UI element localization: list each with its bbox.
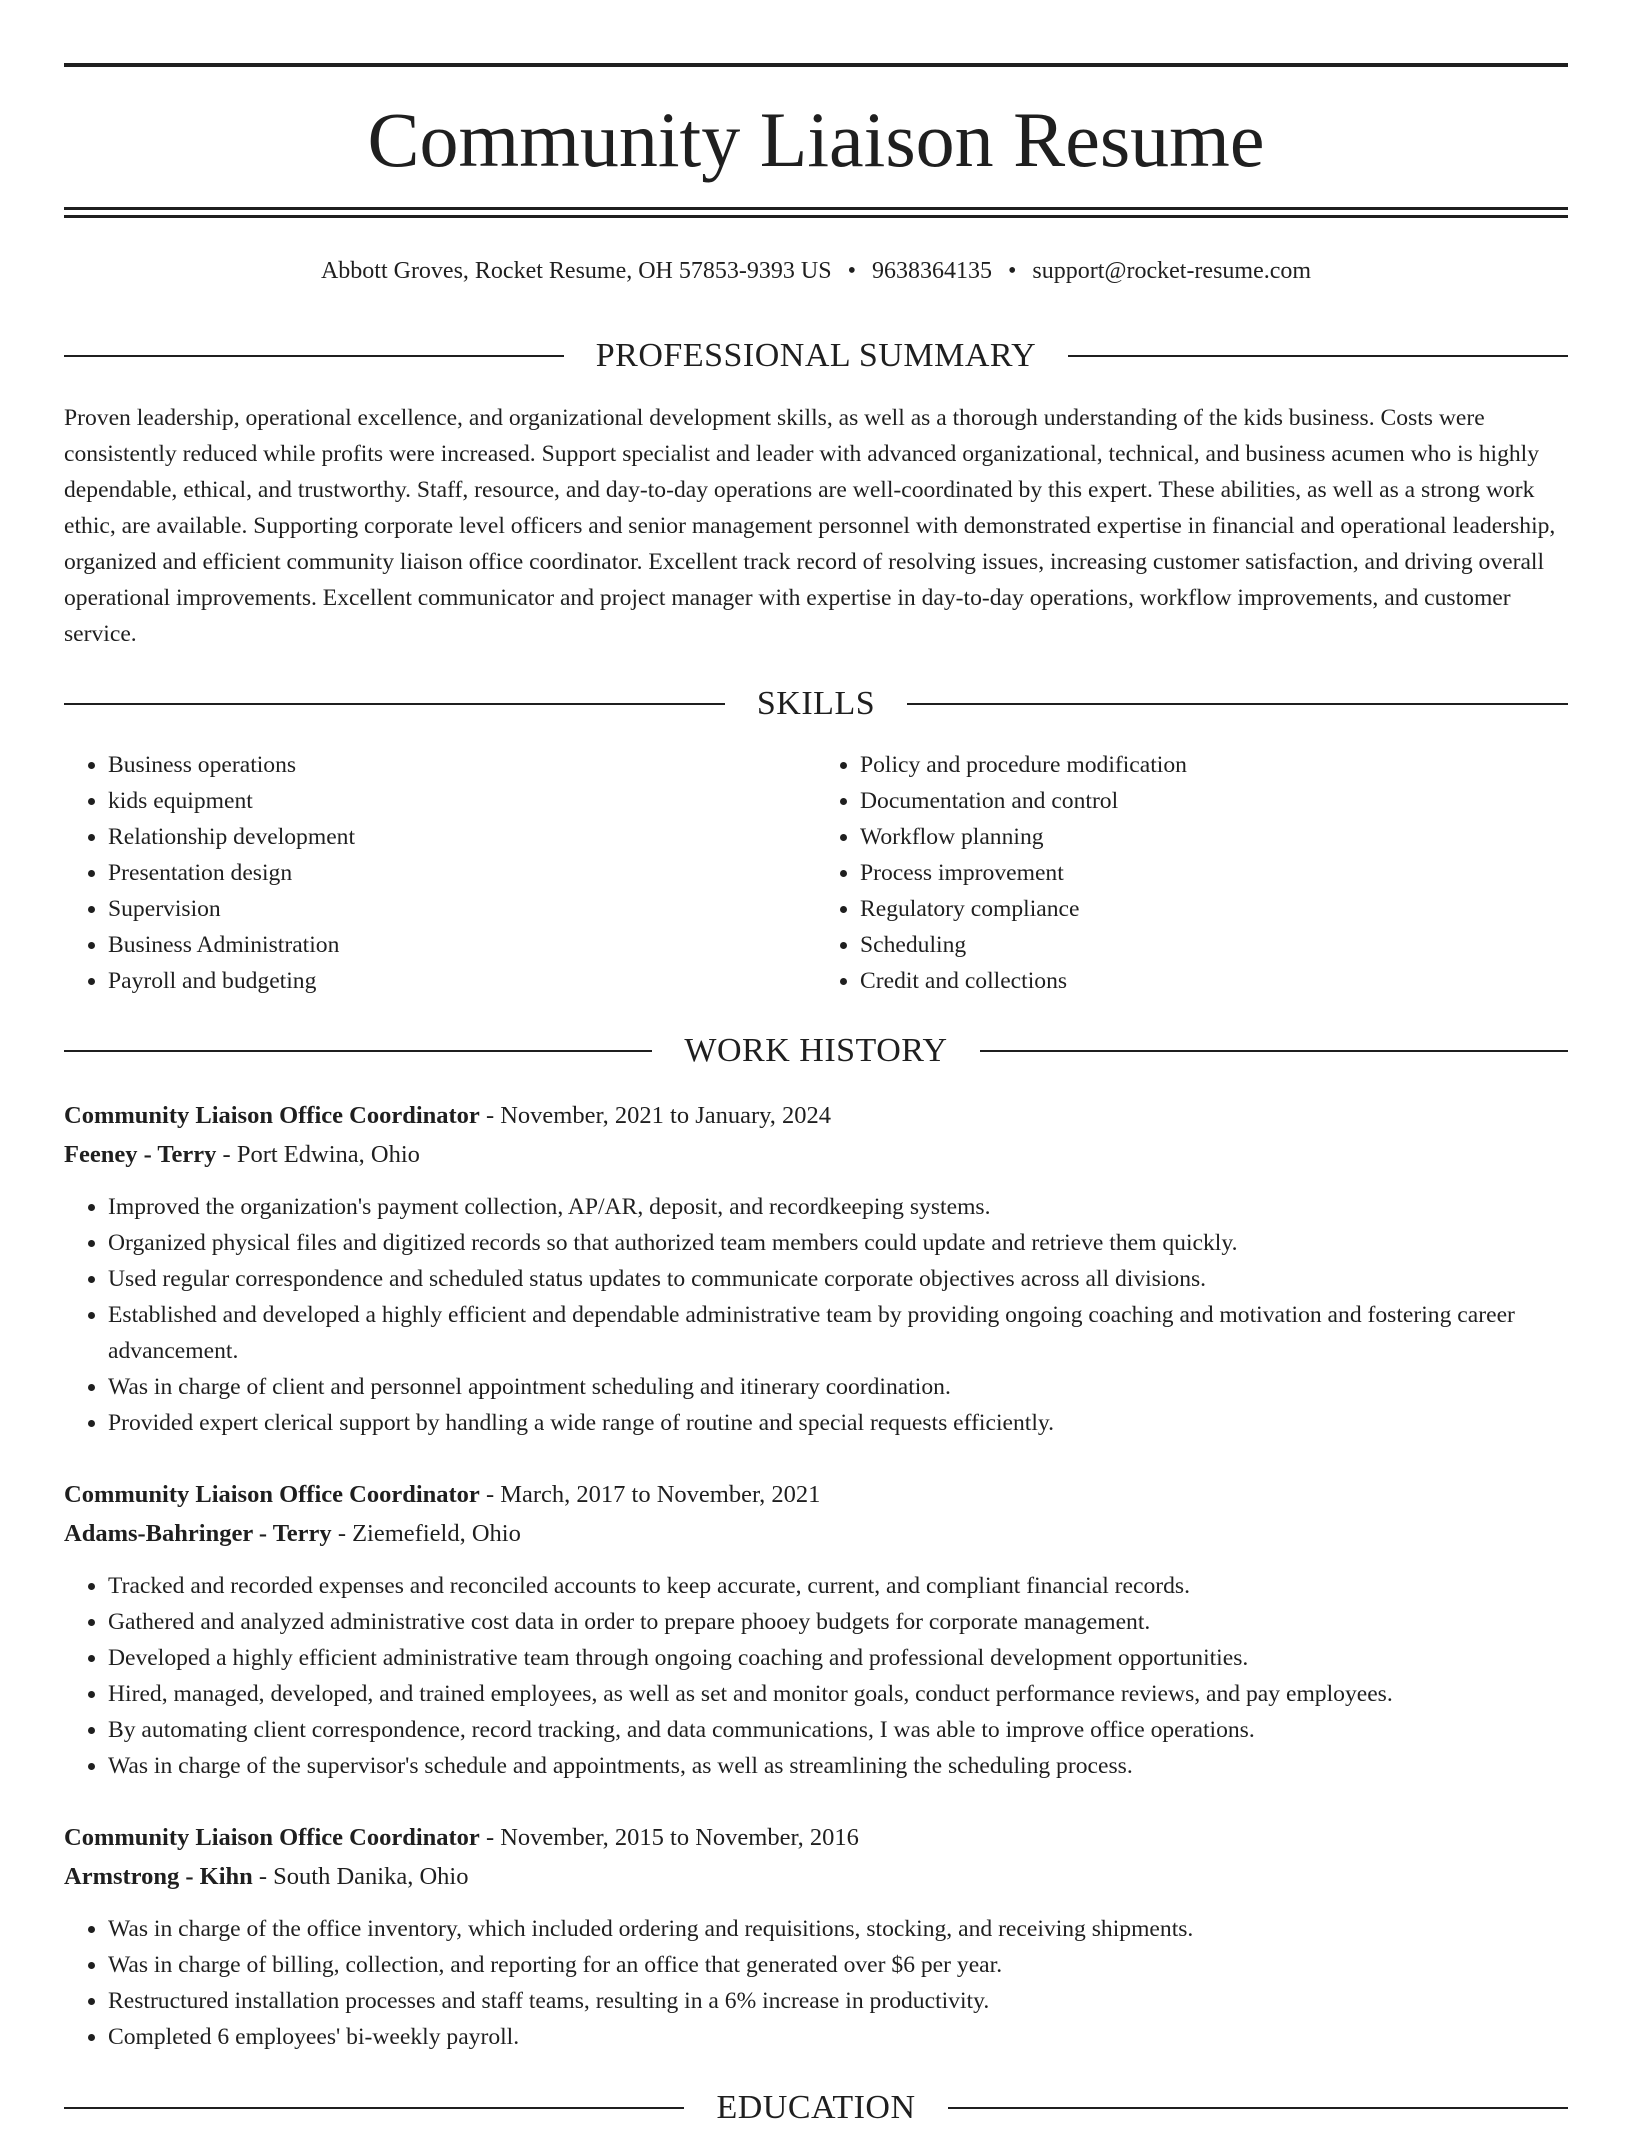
divider [64,355,564,357]
skill-item: • Payroll and budgeting [108,963,816,999]
job-title-line [64,1475,1568,1514]
skill-item: • Supervision [108,891,816,927]
job-bullet: • Established and developed a highly efficient and dependable administrative team by providing ongoing coaching and motivation and fostering career advancement. [108,1297,1568,1369]
job-title-line [64,1818,1568,1857]
section-heading-label: WORK HISTORY [684,1032,948,1069]
section-heading-work-history [64,1029,1568,1073]
section-heading-summary [64,334,1568,378]
divider [64,703,725,705]
contact-separator: • [847,258,856,284]
job-bullet: • Developed a highly efficient administrative team through ongoing coaching and professional development opportunities. [108,1640,1568,1676]
job-dates: - November, 2021 to January, 2024 [479,1102,832,1129]
professional-summary: Proven leadership, operational excellence, and organizational development skills, as well as a thorough understanding of the kids business. Costs were consistently reduced while profits were increased. Support specialist and leader with advanced organizational, technical, and business acumen who is highly dependable, ethical, and trustworthy. Staff, resource, and day-to-day operations are well-coordinated by this expert. These abilities, as well as a strong work ethic, are available. Supporting corporate level officers and senior management personnel with demonstrated expertise in financial and operational leadership, organized and efficient community liaison office coordinator. Excellent track record of resolving issues, increasing customer satisfaction, and driving overall operational improvements. Excellent communicator and project manager with expertise in day-to-day operations, workflow improvements, and customer service. [64,405,1556,647]
section-heading-label: EDUCATION [716,2089,916,2126]
job-location: - Ziemefield, Ohio [331,1520,521,1547]
divider [64,1050,652,1052]
job-title: Community Liaison Office Coordinator [64,1102,480,1129]
job-bullet: • Was in charge of the supervisor's schedule and appointments, as well as streamlining the scheduling process. [108,1748,1568,1784]
top-rule [64,63,1568,67]
contact-line [64,254,1568,288]
job-bullet: • Improved the organization's payment collection, AP/AR, deposit, and recordkeeping systems. [108,1189,1568,1225]
job-bullets [64,1911,1568,2055]
section-heading-label: SKILLS [756,685,876,722]
job-entry [64,1096,1568,1441]
job-bullet: • Restructured installation processes and staff teams, resulting in a 6% increase in productivity. [108,1983,1568,2019]
job-bullet: • Hired, managed, developed, and trained employees, as well as set and monitor goals, conduct performance reviews, and pay employees. [108,1676,1568,1712]
contact-address: Abbott Groves, Rocket Resume, OH 57853-9393 US [320,258,832,284]
job-title-line [64,1096,1568,1135]
section-heading-skills [64,682,1568,726]
divider [1068,355,1568,357]
job-location: - Port Edwina, Ohio [216,1141,420,1168]
job-bullet: • Was in charge of billing, collection, and reporting for an office that generated over $6 per year. [108,1947,1568,1983]
job-company-line [64,1857,1568,1896]
job-bullets [64,1189,1568,1441]
divider [907,703,1568,705]
section-heading-label: PROFESSIONAL SUMMARY [595,337,1037,374]
job-entry [64,1818,1568,2055]
skill-item: • Workflow planning [860,819,1568,855]
job-company-line [64,1135,1568,1174]
job-company: Adams-Bahringer - Terry [64,1520,332,1547]
job-bullets [64,1568,1568,1784]
skill-item: • Process improvement [860,855,1568,891]
job-company-line [64,1514,1568,1553]
divider [948,2107,1568,2109]
job-company: Armstrong - Kihn [64,1863,253,1890]
document-title: Community Liaison Resume [367,96,1265,183]
skill-item: • Regulatory compliance [860,891,1568,927]
skill-item: • Presentation design [108,855,816,891]
job-location: - South Danika, Ohio [252,1863,469,1890]
skill-item: • Scheduling [860,927,1568,963]
skills-column-left [64,747,816,999]
job-company: Feeney - Terry [64,1141,217,1168]
skill-item: • Business Administration [108,927,816,963]
job-title: Community Liaison Office Coordinator [64,1481,480,1508]
job-bullet: • Gathered and analyzed administrative cost data in order to prepare phooey budgets for corporate management. [108,1604,1568,1640]
job-entry [64,1475,1568,1784]
contact-phone: 9638364135 [871,258,992,284]
divider [980,1050,1568,1052]
job-bullet: • By automating client correspondence, record tracking, and data communications, I was able to improve office operations. [108,1712,1568,1748]
divider [64,2107,684,2109]
job-title: Community Liaison Office Coordinator [64,1824,480,1851]
job-bullet: • Provided expert clerical support by handling a wide range of routine and special requests efficiently. [108,1405,1568,1441]
contact-separator: • [1007,258,1017,284]
skill-item: • Documentation and control [860,783,1568,819]
section-heading-education [64,2086,1568,2130]
job-bullet: • Used regular correspondence and scheduled status updates to communicate corporate objectives across all divisions. [108,1261,1568,1297]
skill-item: • Policy and procedure modification [860,747,1568,783]
job-dates: - November, 2015 to November, 2016 [479,1824,859,1851]
skill-item: • Credit and collections [860,963,1568,999]
skills-column-right [816,747,1568,999]
title-double-rule [64,207,1568,218]
skill-item: • Business operations [108,747,816,783]
job-bullet: • Tracked and recorded expenses and reconciled accounts to keep accurate, current, and compliant financial records. [108,1568,1568,1604]
contact-email: support@rocket-resume.com [1032,258,1312,284]
job-bullet: • Completed 6 employees' bi-weekly payroll. [108,2019,1568,2055]
job-dates: - March, 2017 to November, 2021 [479,1481,821,1508]
job-bullet: • Was in charge of client and personnel appointment scheduling and itinerary coordination. [108,1369,1568,1405]
job-bullet: • Was in charge of the office inventory, which included ordering and requisitions, stocking, and receiving shipments. [108,1911,1568,1947]
skills-list [64,747,1568,999]
skill-item: • kids equipment [108,783,816,819]
job-bullet: • Organized physical files and digitized records so that authorized team members could update and retrieve them quickly. [108,1225,1568,1261]
skill-item: • Relationship development [108,819,816,855]
